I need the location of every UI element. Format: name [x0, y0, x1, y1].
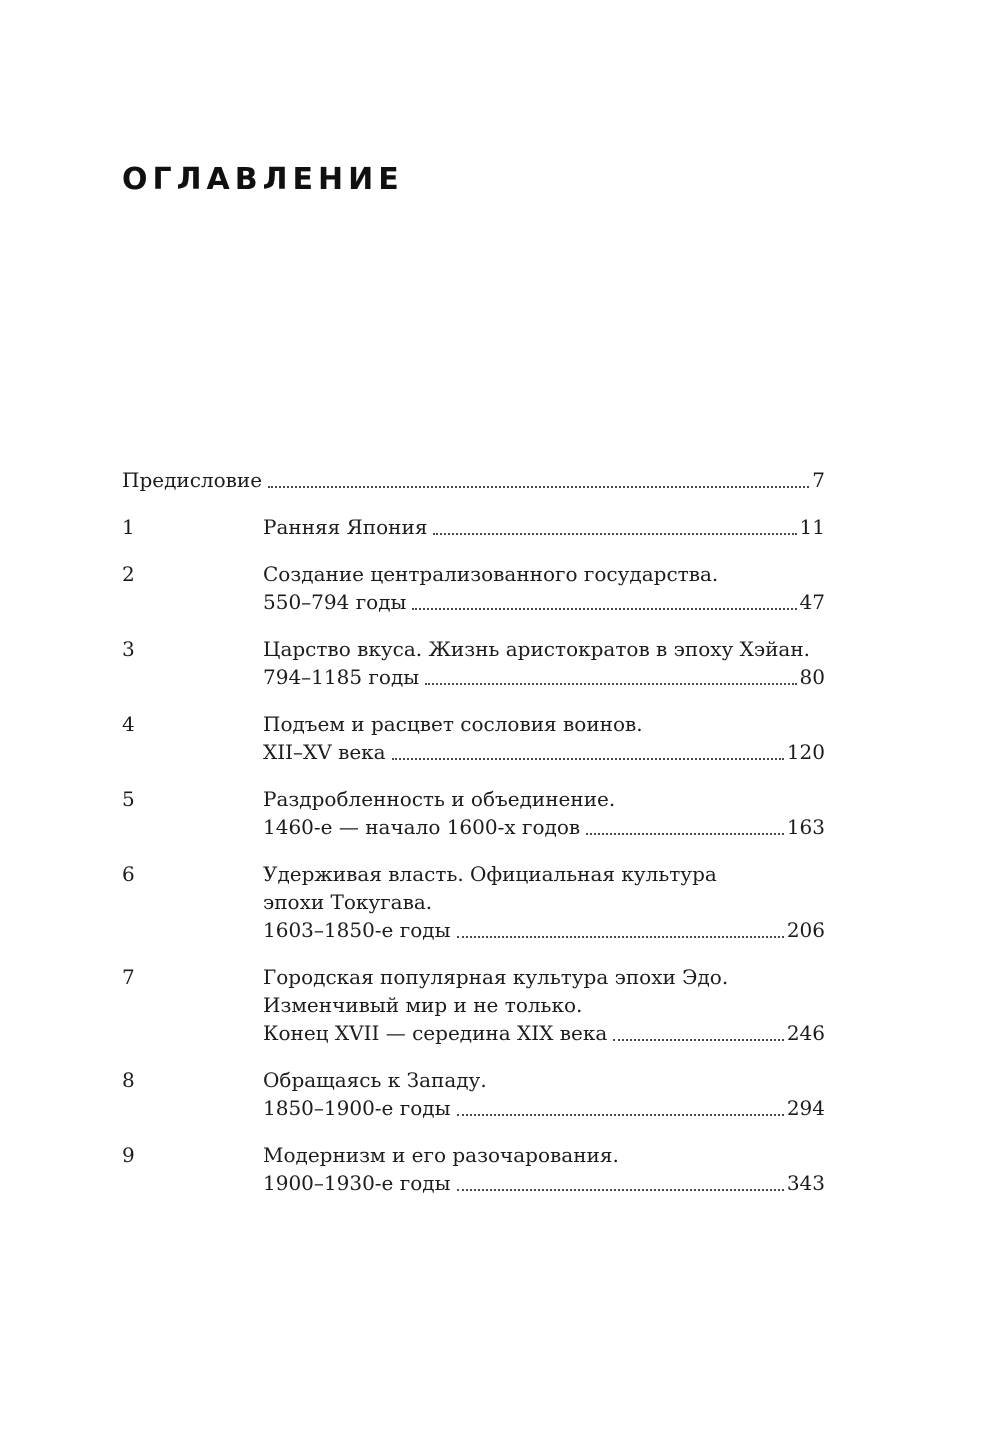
- page-number: 80: [799, 665, 825, 689]
- toc-entry-lastline: [263, 513, 825, 541]
- dot-leader: [433, 533, 796, 535]
- dot-leader: [457, 1189, 784, 1191]
- toc-title-line: Создание централизованного государства.: [263, 562, 719, 586]
- toc-entry-lastline: [263, 588, 825, 616]
- toc-entry-content: [263, 635, 825, 691]
- toc-title: 1603–1850-е годы: [263, 918, 451, 942]
- toc-title: 1850–1900-е годы: [263, 1096, 451, 1120]
- toc-entry-content: [263, 1066, 825, 1122]
- toc-entry: [122, 860, 825, 944]
- toc-title: 794–1185 годы: [263, 665, 420, 689]
- toc-title-line: Царство вкуса. Жизнь аристократов в эпоху Хэйан.: [263, 637, 811, 661]
- page-number: 294: [786, 1096, 825, 1120]
- toc-entry-lastline: [122, 466, 825, 494]
- toc-title: 1900–1930-е годы: [263, 1171, 451, 1195]
- toc-entry: [122, 963, 825, 1047]
- chapter-number: 2: [122, 562, 135, 586]
- toc-entry-content: [263, 963, 825, 1047]
- toc-heading: ОГЛАВЛЕНИЕ: [122, 162, 404, 197]
- toc-entry: [122, 1141, 825, 1197]
- chapter-number: 8: [122, 1068, 135, 1092]
- toc-entry-lastline: [263, 738, 825, 766]
- toc-title: Ранняя Япония: [263, 515, 428, 539]
- toc-title-line: Подъем и расцвет сословия воинов.: [263, 712, 643, 736]
- toc-entry: [122, 710, 825, 766]
- toc-entry-content: [263, 1141, 825, 1197]
- dot-leader: [268, 486, 809, 488]
- chapter-number: 7: [122, 965, 135, 989]
- toc-entry: [122, 635, 825, 691]
- page-number: 11: [799, 515, 825, 539]
- page-number: 47: [799, 590, 825, 614]
- toc-entry: [122, 785, 825, 841]
- toc-title: XII–XV века: [263, 740, 386, 764]
- dot-leader: [586, 833, 784, 835]
- toc-entry-lastline: [263, 1094, 825, 1122]
- dot-leader: [392, 758, 784, 760]
- dot-leader: [457, 1114, 784, 1116]
- toc-entry-content: [263, 560, 825, 616]
- toc-title: Предисловие: [122, 468, 263, 492]
- page-number: 206: [786, 918, 825, 942]
- toc-entry-content: [263, 785, 825, 841]
- toc-entry-content: [263, 710, 825, 766]
- page-number: 7: [812, 468, 825, 492]
- dot-leader: [457, 936, 784, 938]
- dot-leader: [613, 1039, 784, 1041]
- chapter-number: 1: [122, 515, 135, 539]
- toc-title-line: Обращаясь к Западу.: [263, 1068, 487, 1092]
- toc-entry-lastline: [263, 1019, 825, 1047]
- toc-entry: [122, 466, 825, 494]
- toc-entry: [122, 560, 825, 616]
- toc-title-line: эпохи Токугава.: [263, 890, 433, 914]
- toc-title: 550–794 годы: [263, 590, 407, 614]
- page-number: 246: [786, 1021, 825, 1045]
- chapter-number: 3: [122, 637, 135, 661]
- toc-entry-content: [263, 860, 825, 944]
- toc-title-line: Городская популярная культура эпохи Эдо.: [263, 965, 729, 989]
- toc-entry-lastline: [263, 1169, 825, 1197]
- chapter-number: 6: [122, 862, 135, 886]
- toc-entry-content: [263, 513, 825, 541]
- toc-entry-lastline: [263, 916, 825, 944]
- page-number: 343: [786, 1171, 825, 1195]
- toc-title: 1460-е — начало 1600-х годов: [263, 815, 581, 839]
- page-number: 163: [786, 815, 825, 839]
- toc-title-line: Изменчивый мир и не только.: [263, 993, 583, 1017]
- toc-entry-content: [122, 466, 825, 494]
- toc-title: Конец XVII — середина XIX века: [263, 1021, 608, 1045]
- dot-leader: [425, 683, 796, 685]
- toc-entry-lastline: [263, 663, 825, 691]
- toc-entry: [122, 1066, 825, 1122]
- chapter-number: 4: [122, 712, 135, 736]
- toc-list: [122, 466, 825, 1216]
- toc-title-line: Модернизм и его разочарования.: [263, 1143, 619, 1167]
- toc-title-line: Удерживая власть. Официальная культура: [263, 862, 717, 886]
- chapter-number: 5: [122, 787, 135, 811]
- toc-entry: [122, 513, 825, 541]
- page-number: 120: [786, 740, 825, 764]
- dot-leader: [412, 608, 796, 610]
- toc-entry-lastline: [263, 813, 825, 841]
- chapter-number: 9: [122, 1143, 135, 1167]
- toc-title-line: Раздробленность и объединение.: [263, 787, 616, 811]
